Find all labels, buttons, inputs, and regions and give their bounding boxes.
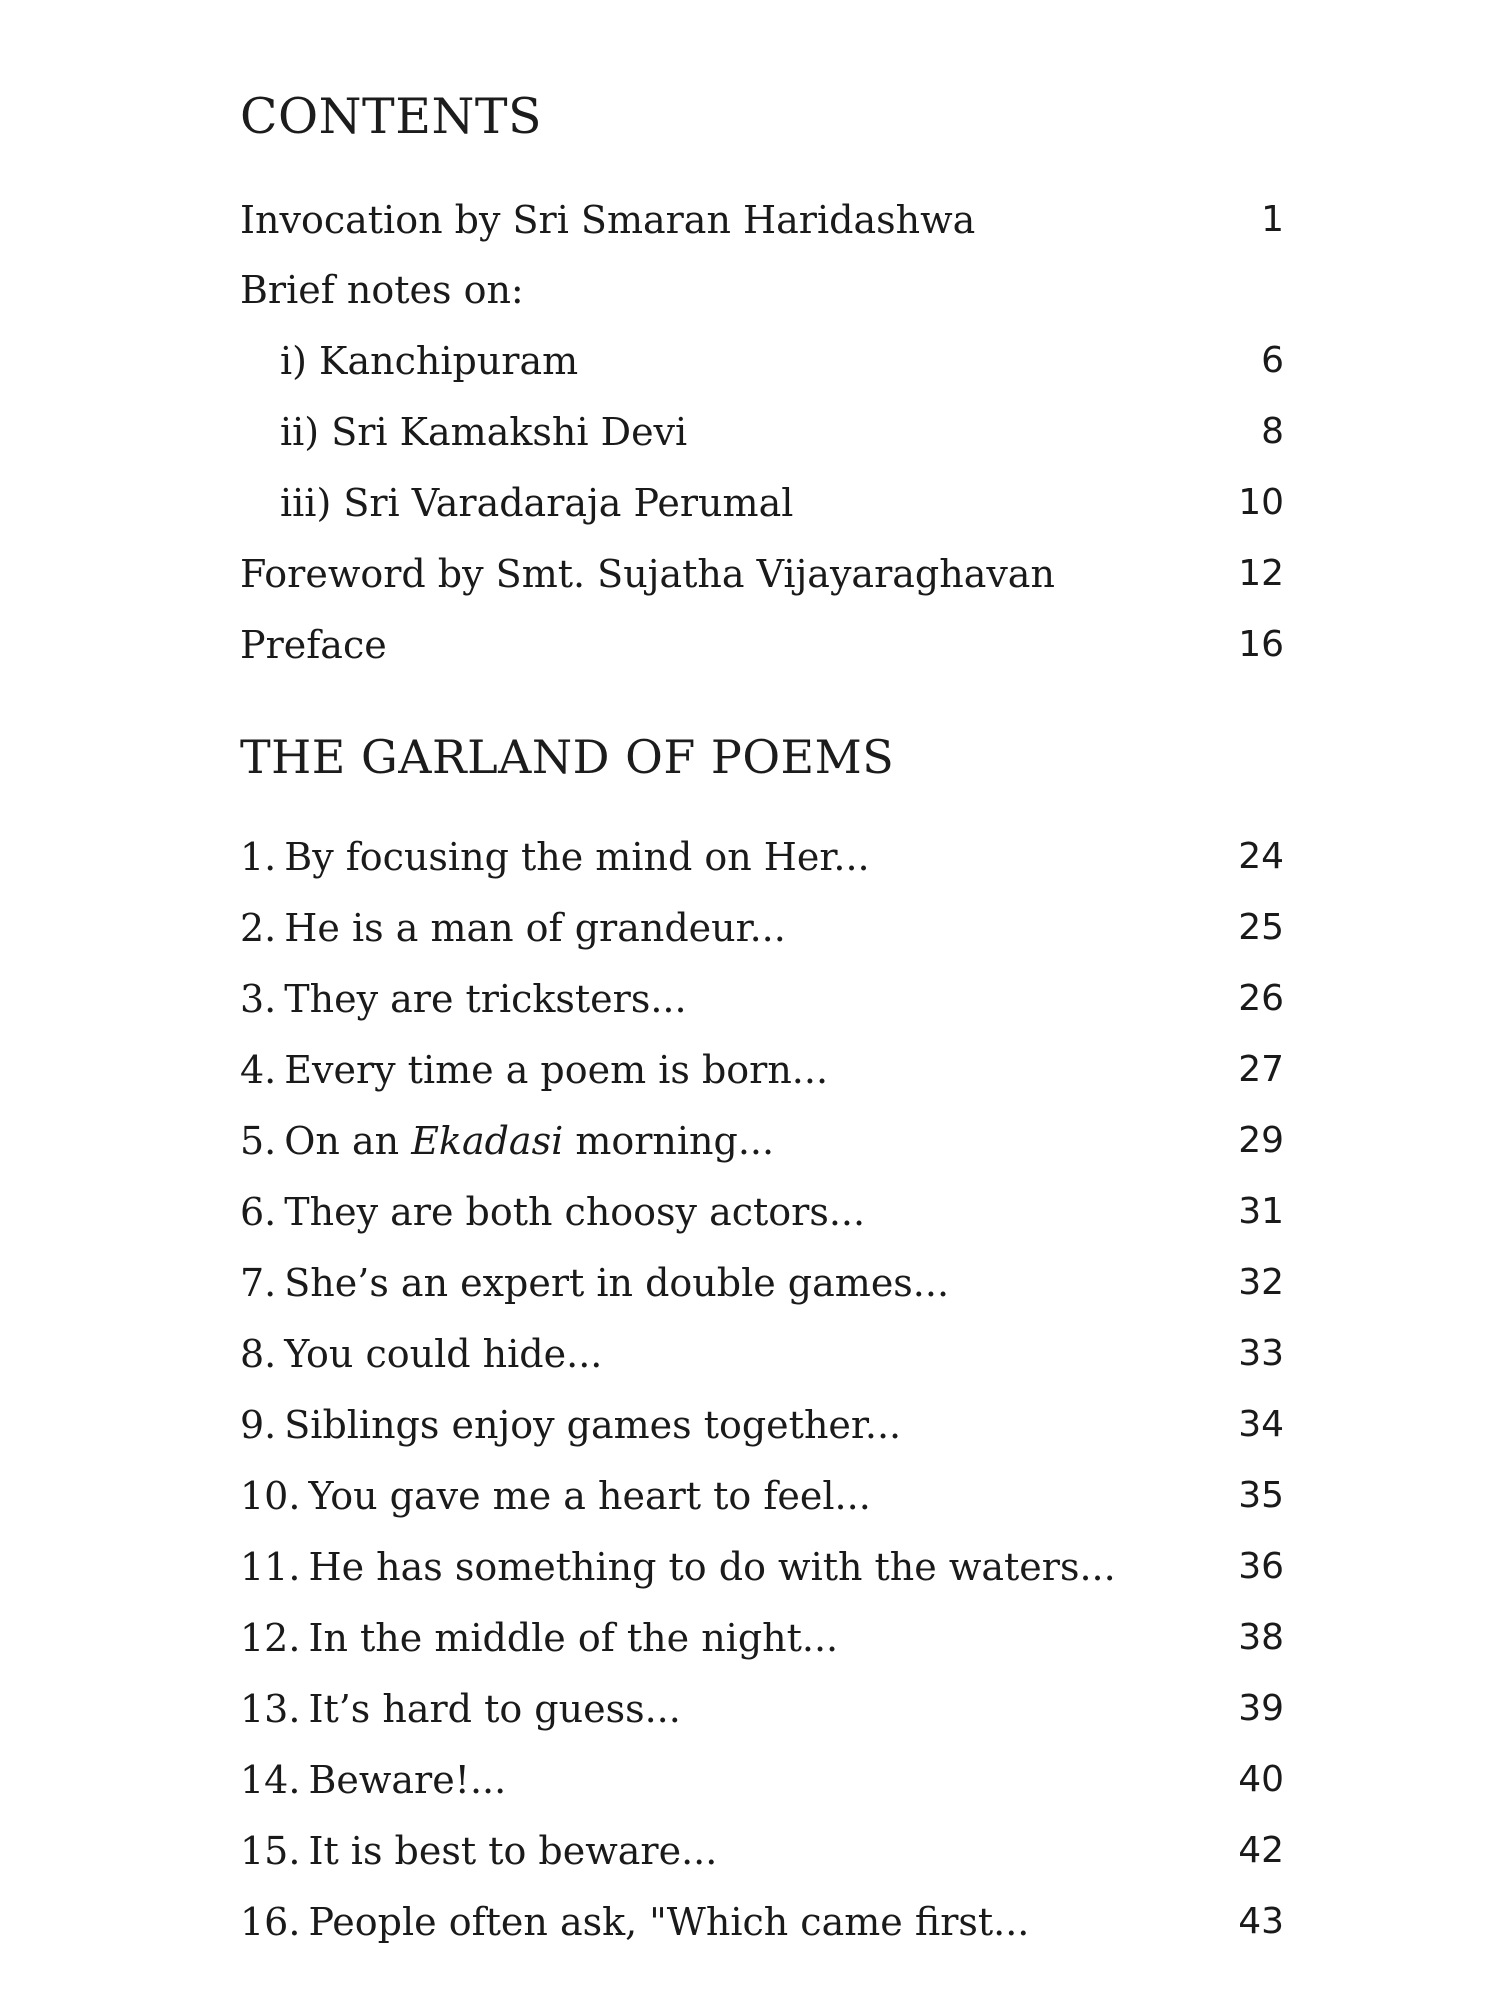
toc-page: 43 bbox=[1238, 1901, 1284, 1942]
poem-title: It is best to beware... bbox=[308, 1829, 718, 1873]
toc-row-poem bbox=[0, 1679, 1500, 1739]
toc-row-brief-notes bbox=[0, 260, 1500, 320]
toc-title: Brief notes on: bbox=[240, 268, 524, 312]
toc-page: 27 bbox=[1238, 1049, 1284, 1090]
poem-title-emphasis: Ekadasi bbox=[411, 1119, 564, 1163]
toc-row-poem bbox=[0, 1892, 1500, 1952]
toc-row-poem bbox=[0, 1111, 1500, 1171]
poem-title: People often ask, "Which came first... bbox=[308, 1900, 1030, 1944]
toc-row-invocation bbox=[0, 190, 1500, 250]
toc-page: 35 bbox=[1238, 1475, 1284, 1516]
poem-title: In the middle of the night... bbox=[308, 1616, 839, 1660]
poems-heading: THE GARLAND OF POEMS bbox=[240, 730, 895, 784]
toc-row-poem bbox=[0, 898, 1500, 958]
toc-title: Invocation by Sri Smaran Haridashwa bbox=[240, 198, 976, 242]
poem-number: 5. bbox=[240, 1119, 277, 1163]
poem-title: You gave me a heart to feel... bbox=[308, 1474, 871, 1518]
poem-title-pre: On an bbox=[284, 1119, 412, 1163]
toc-row-poem bbox=[0, 1182, 1500, 1242]
toc-row-kamakshi bbox=[0, 402, 1500, 462]
toc-page: 40 bbox=[1238, 1759, 1284, 1800]
toc-title: Foreword by Smt. Sujatha Vijayaraghavan bbox=[240, 552, 1055, 596]
toc-row-poem bbox=[0, 1253, 1500, 1313]
toc-row-poem bbox=[0, 1466, 1500, 1526]
poem-number: 1. bbox=[240, 835, 277, 879]
toc-page: 10 bbox=[1238, 482, 1284, 523]
poem-title: He is a man of grandeur... bbox=[284, 906, 786, 950]
poem-title: Every time a poem is born... bbox=[284, 1048, 829, 1092]
poem-number: 6. bbox=[240, 1190, 277, 1234]
poem-number: 3. bbox=[240, 977, 277, 1021]
toc-page: 38 bbox=[1238, 1617, 1284, 1658]
toc-page: 42 bbox=[1238, 1830, 1284, 1871]
poem-number: 9. bbox=[240, 1403, 277, 1447]
poem-title: They are both choosy actors... bbox=[284, 1190, 866, 1234]
toc-page: 12 bbox=[1238, 553, 1284, 594]
toc-page: 6 bbox=[1261, 340, 1284, 381]
toc-page: 32 bbox=[1238, 1262, 1284, 1303]
toc-page: 29 bbox=[1238, 1120, 1284, 1161]
poem-number: 10. bbox=[240, 1474, 301, 1518]
poem-title: Beware!... bbox=[308, 1758, 507, 1802]
toc-row-poem bbox=[0, 1324, 1500, 1384]
toc-row-kanchipuram bbox=[0, 331, 1500, 391]
toc-row-poem bbox=[0, 827, 1500, 887]
toc-row-preface bbox=[0, 615, 1500, 675]
toc-page: 31 bbox=[1238, 1191, 1284, 1232]
poem-number: 13. bbox=[240, 1687, 301, 1731]
poem-title: They are tricksters... bbox=[284, 977, 687, 1021]
poem-number: 12. bbox=[240, 1616, 301, 1660]
toc-page: 24 bbox=[1238, 836, 1284, 877]
toc-title: ii) Sri Kamakshi Devi bbox=[280, 410, 688, 454]
poem-title: Siblings enjoy games together... bbox=[284, 1403, 902, 1447]
poem-number: 14. bbox=[240, 1758, 301, 1802]
toc-row-foreword bbox=[0, 544, 1500, 604]
poem-number: 8. bbox=[240, 1332, 277, 1376]
toc-row-poem bbox=[0, 1821, 1500, 1881]
toc-page: 1 bbox=[1261, 199, 1284, 240]
toc-row-varadaraja bbox=[0, 473, 1500, 533]
toc-title: iii) Sri Varadaraja Perumal bbox=[280, 481, 794, 525]
poem-number: 7. bbox=[240, 1261, 277, 1305]
toc-row-poem bbox=[0, 1040, 1500, 1100]
poem-number: 4. bbox=[240, 1048, 277, 1092]
toc-title: i) Kanchipuram bbox=[280, 339, 579, 383]
toc-row-poem bbox=[0, 969, 1500, 1029]
toc-row-poem bbox=[0, 1537, 1500, 1597]
poem-title-post: morning... bbox=[563, 1119, 775, 1163]
poem-title: You could hide... bbox=[284, 1332, 603, 1376]
toc-row-poem bbox=[0, 1395, 1500, 1455]
poem-title: He has something to do with the waters... bbox=[308, 1545, 1116, 1589]
poem-title: By focusing the mind on Her... bbox=[284, 835, 870, 879]
toc-page: 26 bbox=[1238, 978, 1284, 1019]
toc-page: 8 bbox=[1261, 411, 1284, 452]
toc-page: 25 bbox=[1238, 907, 1284, 948]
poem-title: She’s an expert in double games... bbox=[284, 1261, 950, 1305]
toc-page: 39 bbox=[1238, 1688, 1284, 1729]
contents-heading: CONTENTS bbox=[240, 88, 543, 145]
toc-page: 36 bbox=[1238, 1546, 1284, 1587]
poem-number: 2. bbox=[240, 906, 277, 950]
poem-number: 16. bbox=[240, 1900, 301, 1944]
toc-row-poem bbox=[0, 1608, 1500, 1668]
poem-number: 11. bbox=[240, 1545, 301, 1589]
toc-row-poem bbox=[0, 1750, 1500, 1810]
poem-number: 15. bbox=[240, 1829, 301, 1873]
toc-page: 16 bbox=[1238, 624, 1284, 665]
toc-title: Preface bbox=[240, 623, 387, 667]
toc-page: 34 bbox=[1238, 1404, 1284, 1445]
toc-page: 33 bbox=[1238, 1333, 1284, 1374]
poem-title: It’s hard to guess... bbox=[308, 1687, 681, 1731]
